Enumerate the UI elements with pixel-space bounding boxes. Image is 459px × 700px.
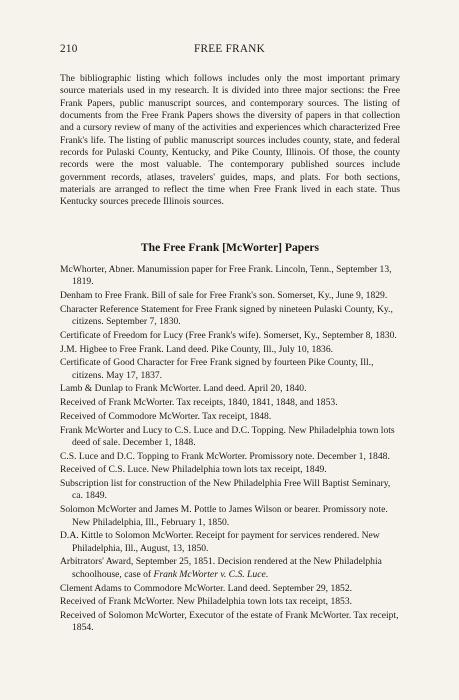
entry-text-end: . [265,568,269,580]
bibliography-entry: McWhorter, Abner. Manumission paper for Free Frank. Lincoln, Tenn., September 13, 1819. [60,264,392,288]
bibliography-entry: Clement Adams to Commodore McWorter. Land deed. September 29, 1852. [60,582,353,594]
bibliography-entry: J.M. Higbee to Free Frank. Land deed. Pike County, Ill., July 10, 1836. [60,343,334,355]
running-head [60,43,399,57]
bibliography-entry: D.A. Kittle to Solomon McWorter. Receipt for payment for services rendered. New Philadelphia, Ill., August, 13, 1850. [60,530,380,554]
bibliography-entry: Received of Commodore McWorter. Tax receipt, 1848. [60,410,272,422]
bibliography-entry: Received of Frank McWorter. New Philadelphia town lots tax receipt, 1853. [60,596,353,608]
bibliography-entry: Subscription list for construction of the New Philadelphia Free Will Baptist Seminary, ca. 1849. [60,478,391,502]
bibliography-entry: C.S. Luce and D.C. Topping to Frank McWorter. Promissory note. December 1, 1848. [60,450,390,462]
bibliography-entry: Received of Frank McWorter. Tax receipts, 1840, 1841, 1848, and 1853. [60,397,338,409]
page-number: 210 [60,43,78,55]
bibliography-entry: Certificate of Good Character for Free Frank signed by fourteen Pike County, Ill., citizens. May 17, 1837. [60,357,374,381]
bibliography-entry: Received of Solomon McWorter, Executor of the estate of Frank McWorter. Tax receipt, 1854. [60,609,399,634]
bibliography-list [60,264,400,636]
entry-text: Arbitrators' Award, September 25, 1851. Decision rendered at the New Philadelphia schoolhouse, case of [60,556,382,580]
bibliography-entry: Lamb & Dunlap to Frank McWorter. Land deed. April 20, 1840. [60,383,307,395]
bibliography-entry: Certificate of Freedom for Lucy (Free Frank's wife). Somerset, Ky., September 8, 1830. [60,329,397,341]
bibliography-entry: Denham to Free Frank. Bill of sale for Free Frank's son. Somerset, Ky., June 9, 1829. [60,290,388,302]
case-name: Frank McWorter v. C.S. Luce [153,568,266,580]
intro-paragraph: The bibliographic listing which follows includes only the most important primary source materials used in my research. It is divided into three major sections: the Free Frank Papers, public manuscript sources, and contemporary sources. The listing of documents from the Free Frank Papers shows the diversity of papers in that collection and a cursory review of many of the activities and experiences which characterized Free Frank's life. The listing of public manuscript sources includes county, state, and federal records for Pulaski County, Kentucky, and Pike County, Illinois. Of those, the county records were the most valuable. The contemporary published sources include government records, atlases, travelers' guides, maps, and plats. For both sections, materials are arranged to reflect the time when Free Frank lived in each state. Thus Kentucky sources precede Illinois sources. [60,73,400,208]
running-title: FREE FRANK [193,43,266,55]
section-title: The Free Frank [McWorter] Papers [140,241,320,254]
bibliography-entry: Frank McWorter and Lucy to C.S. Luce and D.C. Topping. New Philadelphia town lots deed of sale. December 1, 1848. [60,424,395,448]
bibliography-entry: Character Reference Statement for Free Frank signed by nineteen Pulaski County, Ky., citizens. September 7, 1830. [60,303,393,328]
bibliography-entry: Received of C.S. Luce. New Philadelphia town lots tax receipt, 1849. [60,464,327,476]
bibliography-entry: Solomon McWorter and James M. Pottle to James Wilson or bearer. Promissory note. New Philadelphia, Ill., February 1, 1850. [60,504,388,528]
bibliography-entry [60,556,400,581]
